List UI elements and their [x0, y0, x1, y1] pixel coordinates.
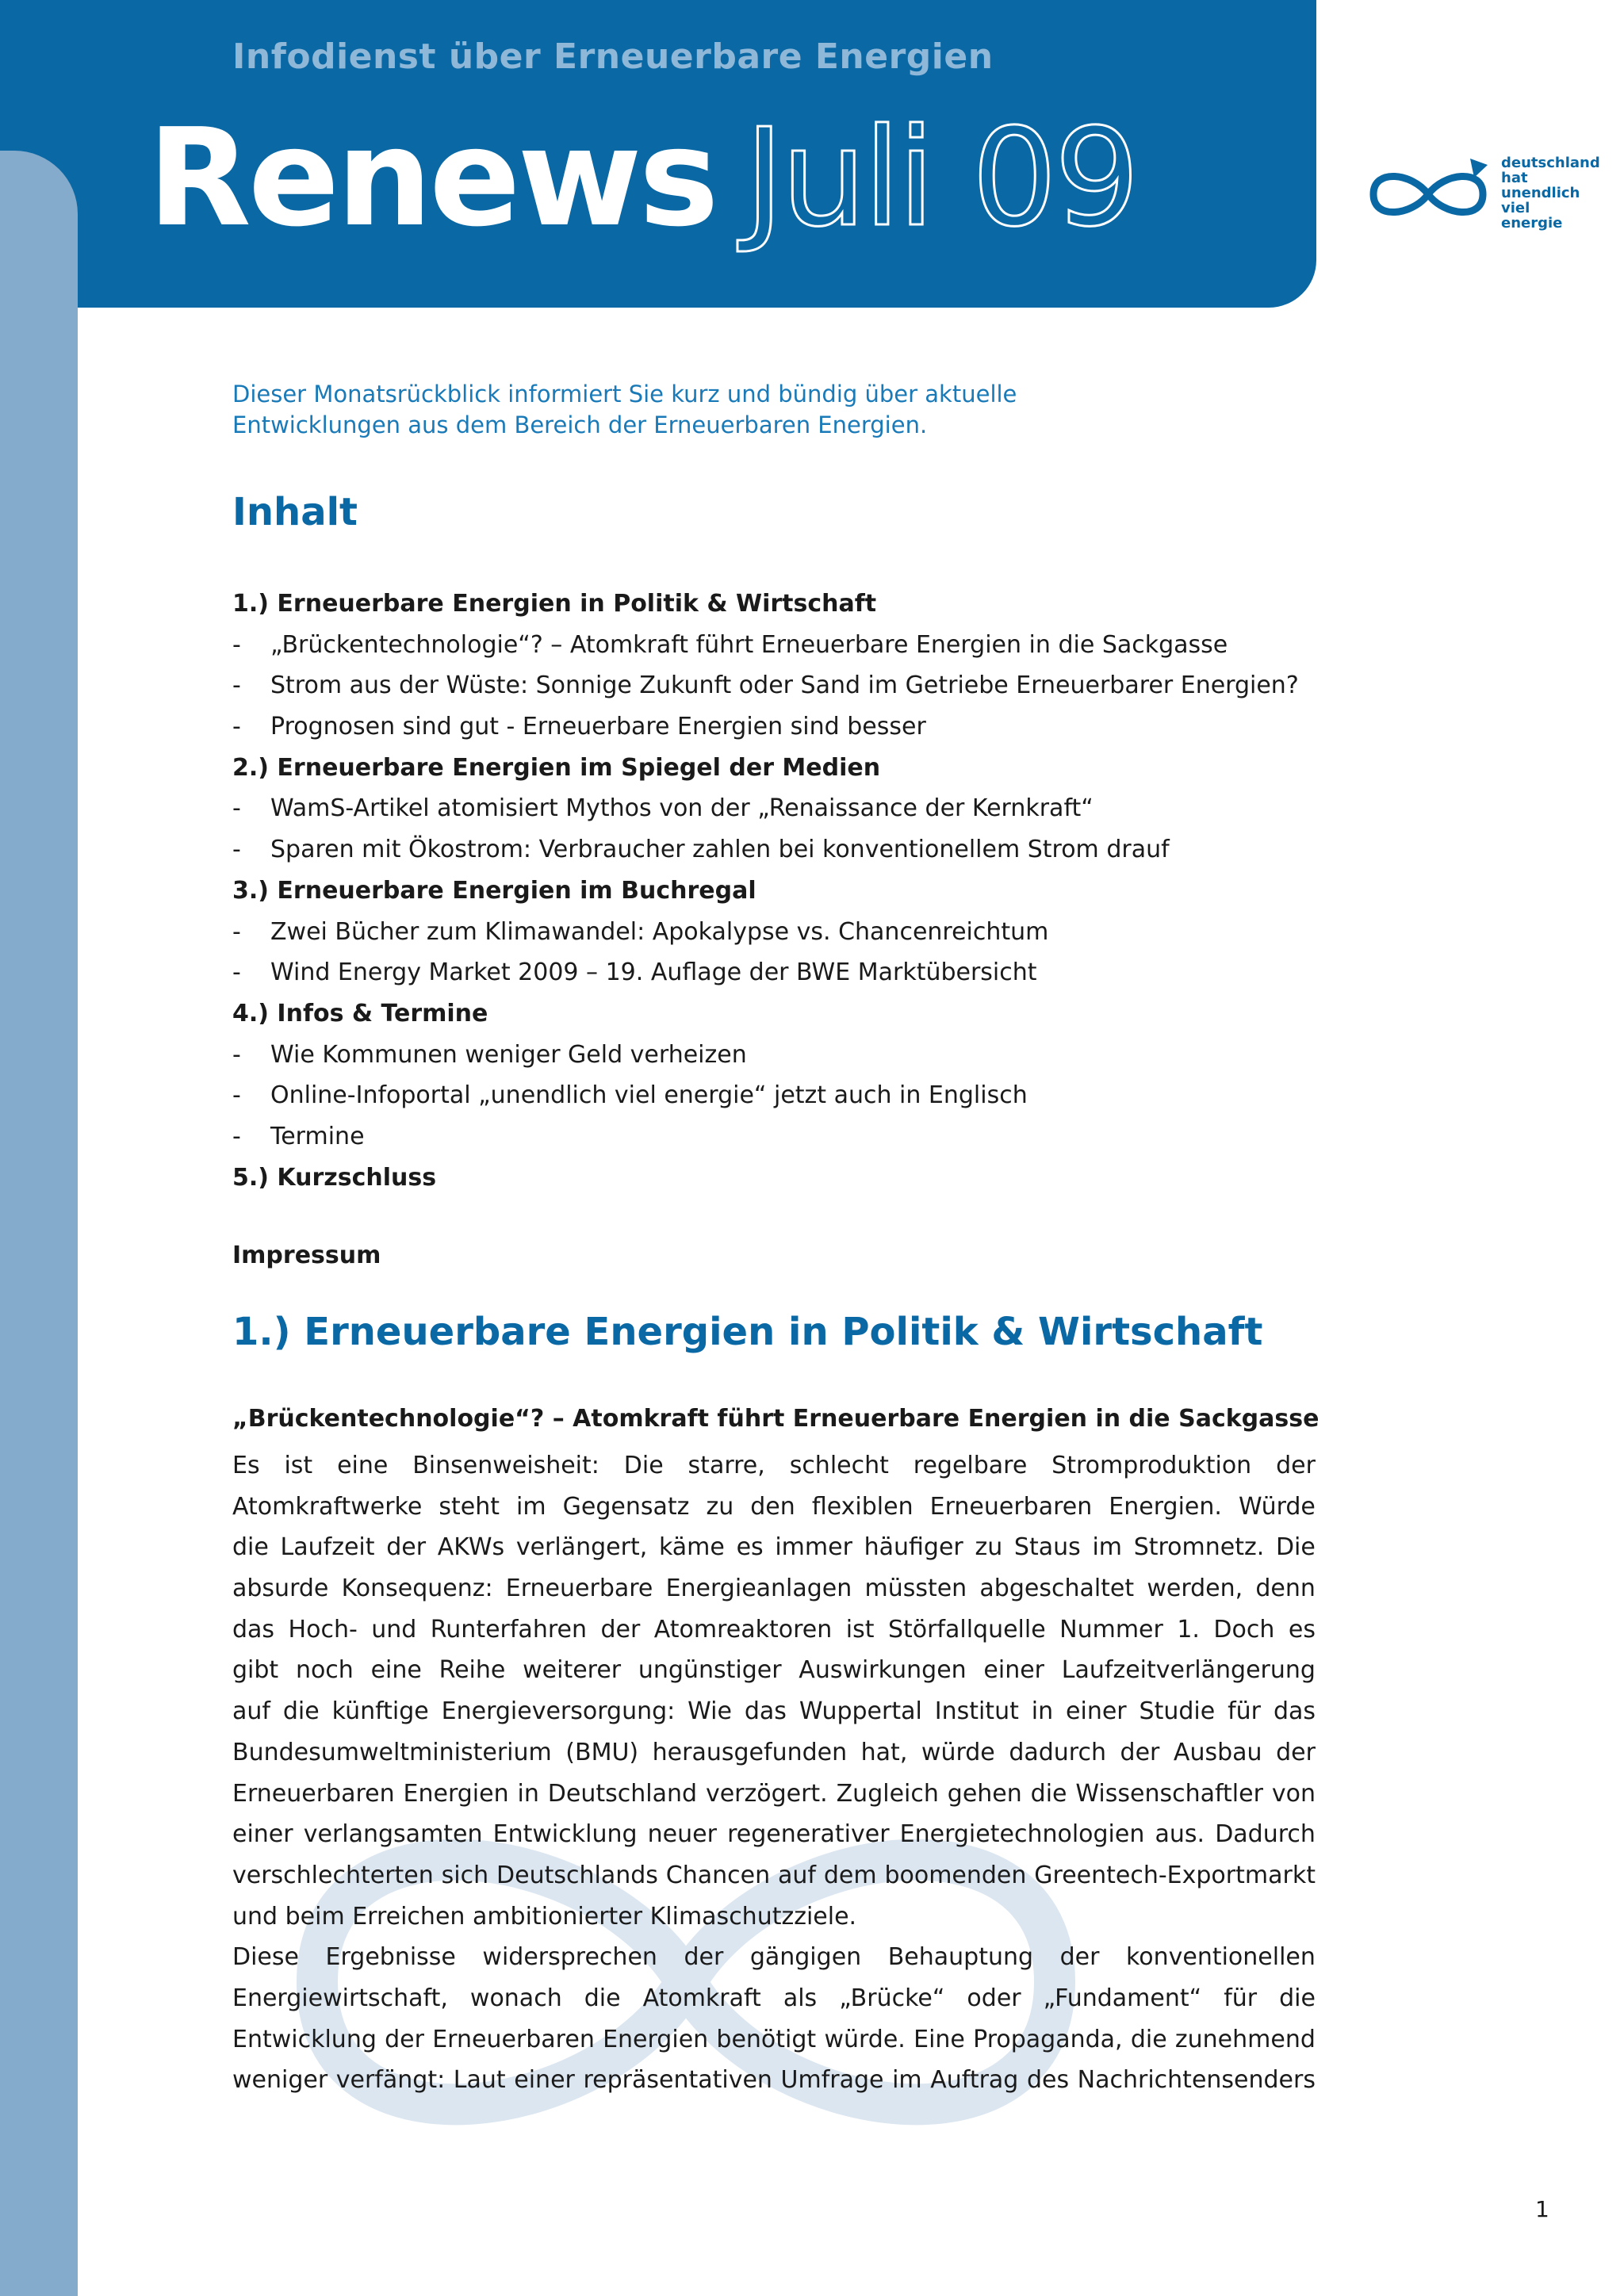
body-line: die Laufzeit der AKWs verlängert, käme es immer häufiger zu Staus im Stromnetz. Die: [232, 1533, 1316, 1562]
toc-item: [232, 1116, 1316, 1158]
toc-dash: -: [232, 713, 241, 741]
article-body: [232, 1445, 1316, 2101]
body-line: und beim Erreichen ambitionierter Klimaschutzziele.: [232, 1902, 857, 1931]
toc-dash: -: [232, 917, 241, 946]
header-kicker: Infodienst über Erneuerbare Energien: [232, 36, 994, 77]
logo-line: hat: [1501, 170, 1528, 186]
logo-wordmark: [1501, 155, 1600, 231]
logo-line: unendlich: [1501, 185, 1580, 201]
toc-item-text: Wind Energy Market 2009 – 19. Auflage der BWE Marktübersicht: [270, 959, 1037, 987]
body-line: Erneuerbaren Energien in Deutschland verzögert. Zugleich gehen die Wissenschaftler von: [232, 1779, 1316, 1808]
toc-dash: -: [232, 1122, 241, 1150]
toc-item: [232, 952, 1316, 993]
toc-item-text: Wie Kommunen weniger Geld verheizen: [270, 1040, 747, 1069]
body-line: einer verlangsamten Entwicklung neuer regenerativer Energietechnologien aus. Dadurch: [232, 1820, 1316, 1849]
toc-section: 3.) Erneuerbare Energien im Buchregal: [232, 876, 756, 905]
masthead-brand: Renews: [147, 100, 716, 257]
toc-dash: -: [232, 794, 241, 823]
body-line: Entwicklung der Erneuerbaren Energien benötigt würde. Eine Propaganda, die zunehmend: [232, 2025, 1316, 2053]
table-of-contents: [232, 584, 1316, 1198]
toc-dash: -: [232, 630, 241, 659]
logo-line: deutschland: [1501, 155, 1600, 171]
toc-section: 2.) Erneuerbare Energien im Spiegel der Medien: [232, 753, 881, 782]
toc-item: [232, 665, 1316, 706]
toc-heading: Inhalt: [232, 490, 358, 534]
toc-item: [232, 625, 1316, 666]
logo-line: viel: [1501, 200, 1530, 216]
body-line: Energiewirtschaft, wonach die Atomkraft als „Brücke“ oder „Fundament“ für die: [232, 1984, 1316, 2012]
toc-item: [232, 1075, 1316, 1116]
toc-dash: -: [232, 836, 241, 864]
toc-section: 4.) Infos & Termine: [232, 999, 488, 1027]
toc-item-text: „Brückentechnologie“? – Atomkraft führt Erneuerbare Energien in die Sackgasse: [270, 630, 1228, 659]
body-line: absurde Konsequenz: Erneuerbare Energieanlagen müssten abgeschaltet werden, denn: [232, 1575, 1316, 1603]
toc-dash: -: [232, 1040, 241, 1069]
body-line: gibt noch eine Reihe weiterer ungünstiger Auswirkungen einer Laufzeitverlängerung: [232, 1656, 1316, 1685]
infinity-arrow-icon: [1361, 151, 1496, 238]
toc-item: [232, 1035, 1316, 1076]
toc-item: [232, 829, 1316, 871]
side-color-bar: [0, 151, 78, 2296]
toc-item-text: Termine: [270, 1122, 365, 1150]
toc-section: 5.) Kurzschluss: [232, 1163, 437, 1192]
toc-item-text: WamS-Artikel atomisiert Mythos von der „Renaissance der Kernkraft“: [270, 794, 1094, 823]
body-line: verschlechterten sich Deutschlands Chancen auf dem boomenden Greentech-Exportmarkt: [232, 1861, 1316, 1889]
logo-line: energie: [1501, 215, 1563, 232]
section-heading: 1.) Erneuerbare Energien in Politik & Wirtschaft: [232, 1310, 1263, 1354]
body-line: auf die künftige Energieversorgung: Wie das Wuppertal Institut in einer Studie für das: [232, 1697, 1316, 1726]
body-line: weniger verfängt: Laut einer repräsentativen Umfrage im Auftrag des Nachrichtensenders: [232, 2066, 1316, 2095]
toc-dash: -: [232, 959, 241, 987]
masthead: [147, 100, 1137, 257]
toc-item-text: Zwei Bücher zum Klimawandel: Apokalypse vs. Chancenreichtum: [270, 917, 1049, 946]
toc-item: [232, 706, 1316, 748]
toc-item-text: Strom aus der Wüste: Sonnige Zukunft oder Sand im Getriebe Erneuerbarer Energien?: [270, 672, 1299, 700]
toc-item: [232, 788, 1316, 829]
toc-section: 1.) Erneuerbare Energien in Politik & Wirtschaft: [232, 590, 877, 618]
intro-line: Entwicklungen aus dem Bereich der Erneuerbaren Energien.: [232, 411, 928, 438]
toc-item-text: Prognosen sind gut - Erneuerbare Energien sind besser: [270, 713, 926, 741]
page-number: 1: [1535, 2196, 1549, 2222]
toc-item-text: Online-Infoportal „unendlich viel energie“ jetzt auch in Englisch: [270, 1081, 1028, 1110]
intro-text: [232, 379, 1263, 441]
body-line: Es ist eine Binsenweisheit: Die starre, schlecht regelbare Stromproduktion der: [232, 1452, 1316, 1479]
body-line: Bundesumweltministerium (BMU) herausgefunden hat, würde dadurch der Ausbau der: [232, 1738, 1316, 1766]
toc-dash: -: [232, 672, 241, 700]
toc-dash: -: [232, 1081, 241, 1110]
toc-item-text: Sparen mit Ökostrom: Verbraucher zahlen bei konventionellem Strom drauf: [270, 836, 1170, 864]
body-line: Atomkraftwerke steht im Gegensatz zu den flexiblen Erneuerbaren Energien. Würde: [232, 1492, 1316, 1521]
article-title: „Brückentechnologie“? – Atomkraft führt Erneuerbare Energien in die Sackgasse: [232, 1405, 1320, 1433]
body-line: das Hoch- und Runterfahren der Atomreaktoren ist Störfallquelle Nummer 1. Doch es: [232, 1615, 1316, 1644]
toc-item: [232, 912, 1316, 953]
intro-line: Dieser Monatsrückblick informiert Sie kurz und bündig über aktuelle: [232, 381, 1017, 408]
impressum-label: Impressum: [232, 1242, 381, 1269]
body-line: Diese Ergebnisse widersprechen der gängigen Behauptung der konventionellen: [232, 1943, 1316, 1972]
masthead-issue: Juli 09: [744, 100, 1137, 257]
